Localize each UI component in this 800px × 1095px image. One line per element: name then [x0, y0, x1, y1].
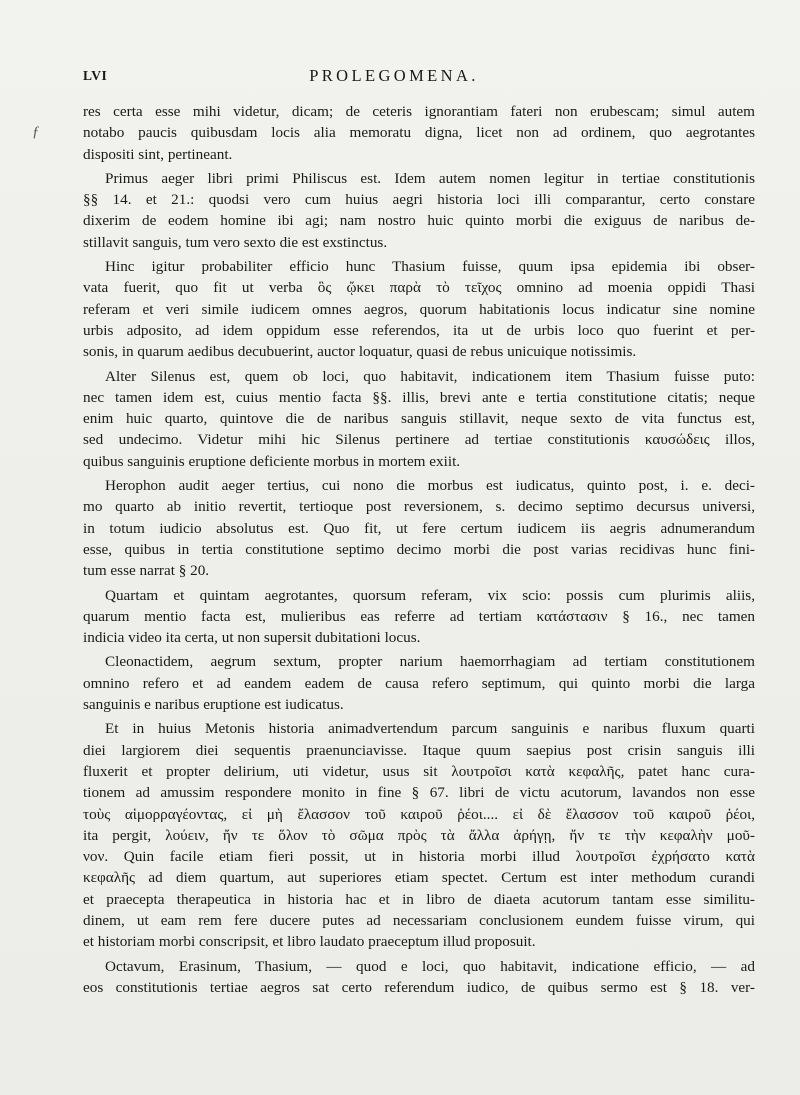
text-line: indicia video ita certa, ut non supersit dubitationi locus.: [83, 629, 421, 647]
text-line: vata fuerit, quo fit ut verba ὃς ᾤκει παρὰ τὸ τεῖχος omnino ad moenia oppidi Thasi: [83, 279, 755, 297]
text-line: notabo paucis quibusdam locis alia memoratu digna, licet non ad ordinem, quo aegrotantes: [83, 124, 755, 142]
text-line: in totum iudicio absolutus est. Quo fit, ut fere certum iudicem iis aegris adnumerandum: [83, 519, 755, 537]
paragraph: [83, 168, 755, 253]
text-line: esse, quibus in tertia constitutione septimo decimo morbi die post varias recidivas hunc fini-: [83, 540, 755, 558]
text-line: dispositi sint, pertineant.: [83, 145, 233, 163]
text-line: κεφαλῆς ad diem quartum, aut superiores etiam spectet. Certum est inter methodum curandi: [83, 869, 755, 887]
text-line: Quartam et quintam aegrotantes, quorsum referam, vix scio: possis cum plurimis aliis,: [105, 586, 755, 604]
page-number: LVI: [83, 68, 108, 83]
text-line: ita pergit, λούειν, ἤν τε ὅλον τὸ σῶμα πρὸς τὰ ἄλλα ἀρήγῃ, ἤν τε τὴν κεφαλὴν μοῦ-: [83, 826, 755, 844]
paragraph: [83, 651, 755, 715]
text-line: stillavit sanguis, tum vero sexto die est exstinctus.: [83, 233, 388, 251]
running-head: [83, 66, 760, 86]
text-line: urbis adposito, ad idem oppidum esse referendos, ita ut de urbis loco quo fuerint et per-: [83, 321, 755, 339]
paragraph: [83, 366, 755, 472]
text-line: fluxerit et propter delirium, uti videtur, usus sit λουτροῖσι κατὰ κεφαλῆς, patet hanc cura-: [83, 762, 755, 780]
text-line: omnino refero et ad eandem eadem de causa refero septimum, qui quinto morbi die larga: [83, 674, 755, 692]
paragraph: [83, 475, 755, 581]
text-line: tionem ad amussim respondere monito in fine § 67. libri de victu acutorum, lavandos non esse: [83, 784, 755, 802]
running-title: PROLEGOMENA.: [309, 66, 479, 85]
text-line: τοὺς αἱμορραγέοντας, εἰ μὴ ἔλασσον τοῦ καιροῦ ῥέοι.... εἰ δὲ ἔλασσον τοῦ καιροῦ ῥέοι,: [83, 805, 755, 823]
paragraph: [83, 256, 755, 362]
text-line: sanguinis e naribus eruptione est iudicatus.: [83, 696, 344, 714]
paragraph: [83, 585, 755, 649]
text-line: et praecepta therapeutica in historia hac et in libro de diaeta acutorum tantam esse similitu-: [83, 890, 755, 908]
text-line: νον. Quin facile etiam fieri possit, ut in historia morbi illud λουτροῖσι ἐχρήσατο κατὰ: [83, 848, 755, 866]
text-line: sed undecimo. Videtur mihi hic Silenus pertinere ad tertiae constitutionis καυσώδεις illos,: [83, 431, 755, 449]
text-line: Primus aeger libri primi Philiscus est. Idem autem nomen legitur in tertiae constitutionis: [105, 169, 755, 187]
text-line: et historiam morbi conscripsit, et libro laudato praeceptum illud proposuit.: [83, 933, 536, 951]
paragraph: [83, 956, 755, 999]
text-line: tum esse narrat § 20.: [83, 562, 210, 580]
text-line: mo quarto ab initio revertit, tertioque post reversionem, s. decimo septimo decursus universi,: [83, 498, 755, 516]
margin-mark: ƒ: [32, 124, 40, 140]
text-line: diei largiorem diei sequentis praenunciavisse. Itaque quum saepius post crisin sanguis illi: [83, 741, 755, 759]
text-line: eos constitutionis tertiae aegros sat certo referendum iudico, de quibus sermo est § 18. ver-: [83, 978, 755, 996]
paragraph: [83, 101, 755, 165]
text-line: sonis, in quarum aedibus decubuerint, auctor loquatur, quasi de rebus unicuique notissimis.: [83, 343, 637, 361]
body-text: [83, 101, 755, 998]
text-line: quibus sanguinis eruptione deficiente morbus in mortem exiit.: [83, 452, 461, 470]
text-line: nec tamen idem est, cuius mentio facta §§. illis, brevi ante e tertia constitutione citatis; neque: [83, 388, 755, 406]
text-line: Herophon audit aeger tertius, cui nono die morbus est iudicatus, quinto post, i. e. deci-: [105, 477, 755, 495]
text-line: Hinc igitur probabiliter efficio hunc Thasium fuisse, quum ipsa epidemia ibi obser-: [105, 258, 755, 276]
text-line: dixerim de eodem homine ibi agi; nam nostro huic quinto morbi die exiguus de naribus de-: [83, 212, 755, 230]
text-line: Et in huius Metonis historia animadvertendum parcum sanguinis e naribus fluxum quarti: [105, 720, 755, 738]
text-line: enim huic quarto, quintove die de naribus sanguis stillavit, neque sexto de vita functus est,: [83, 410, 755, 428]
text-line: quarum mentio facta est, mulieribus eas referre ad tertiam κατάστασιν § 16., nec tamen: [83, 607, 755, 625]
text-line: dinem, ut eam rem fere ducere putes ad necessariam conclusionem eundem fuisse virum, qui: [83, 911, 755, 929]
paragraph: [83, 718, 755, 952]
text-line: Octavum, Erasinum, Thasium, — quod e loci, quo habitavit, indicatione efficio, — ad: [105, 957, 755, 975]
text-line: referam et veri simile iudicem omnes aegros, quorum habitationis locus indicatur sine nomine: [83, 300, 755, 318]
text-line: res certa esse mihi videtur, dicam; de ceteris ignorantiam fateri non erubescam; simul autem: [83, 103, 755, 120]
text-line: §§ 14. et 21.: quodsi vero cum huius aegri historia loci illi comparantur, certo constare: [83, 191, 755, 209]
text-line: Cleonactidem, aegrum sextum, propter narium haemorrhagiam ad tertiam constitutionem: [105, 653, 755, 671]
text-line: Alter Silenus est, quem ob loci, quo habitavit, indicationem item Thasium fuisse puto:: [105, 367, 755, 385]
